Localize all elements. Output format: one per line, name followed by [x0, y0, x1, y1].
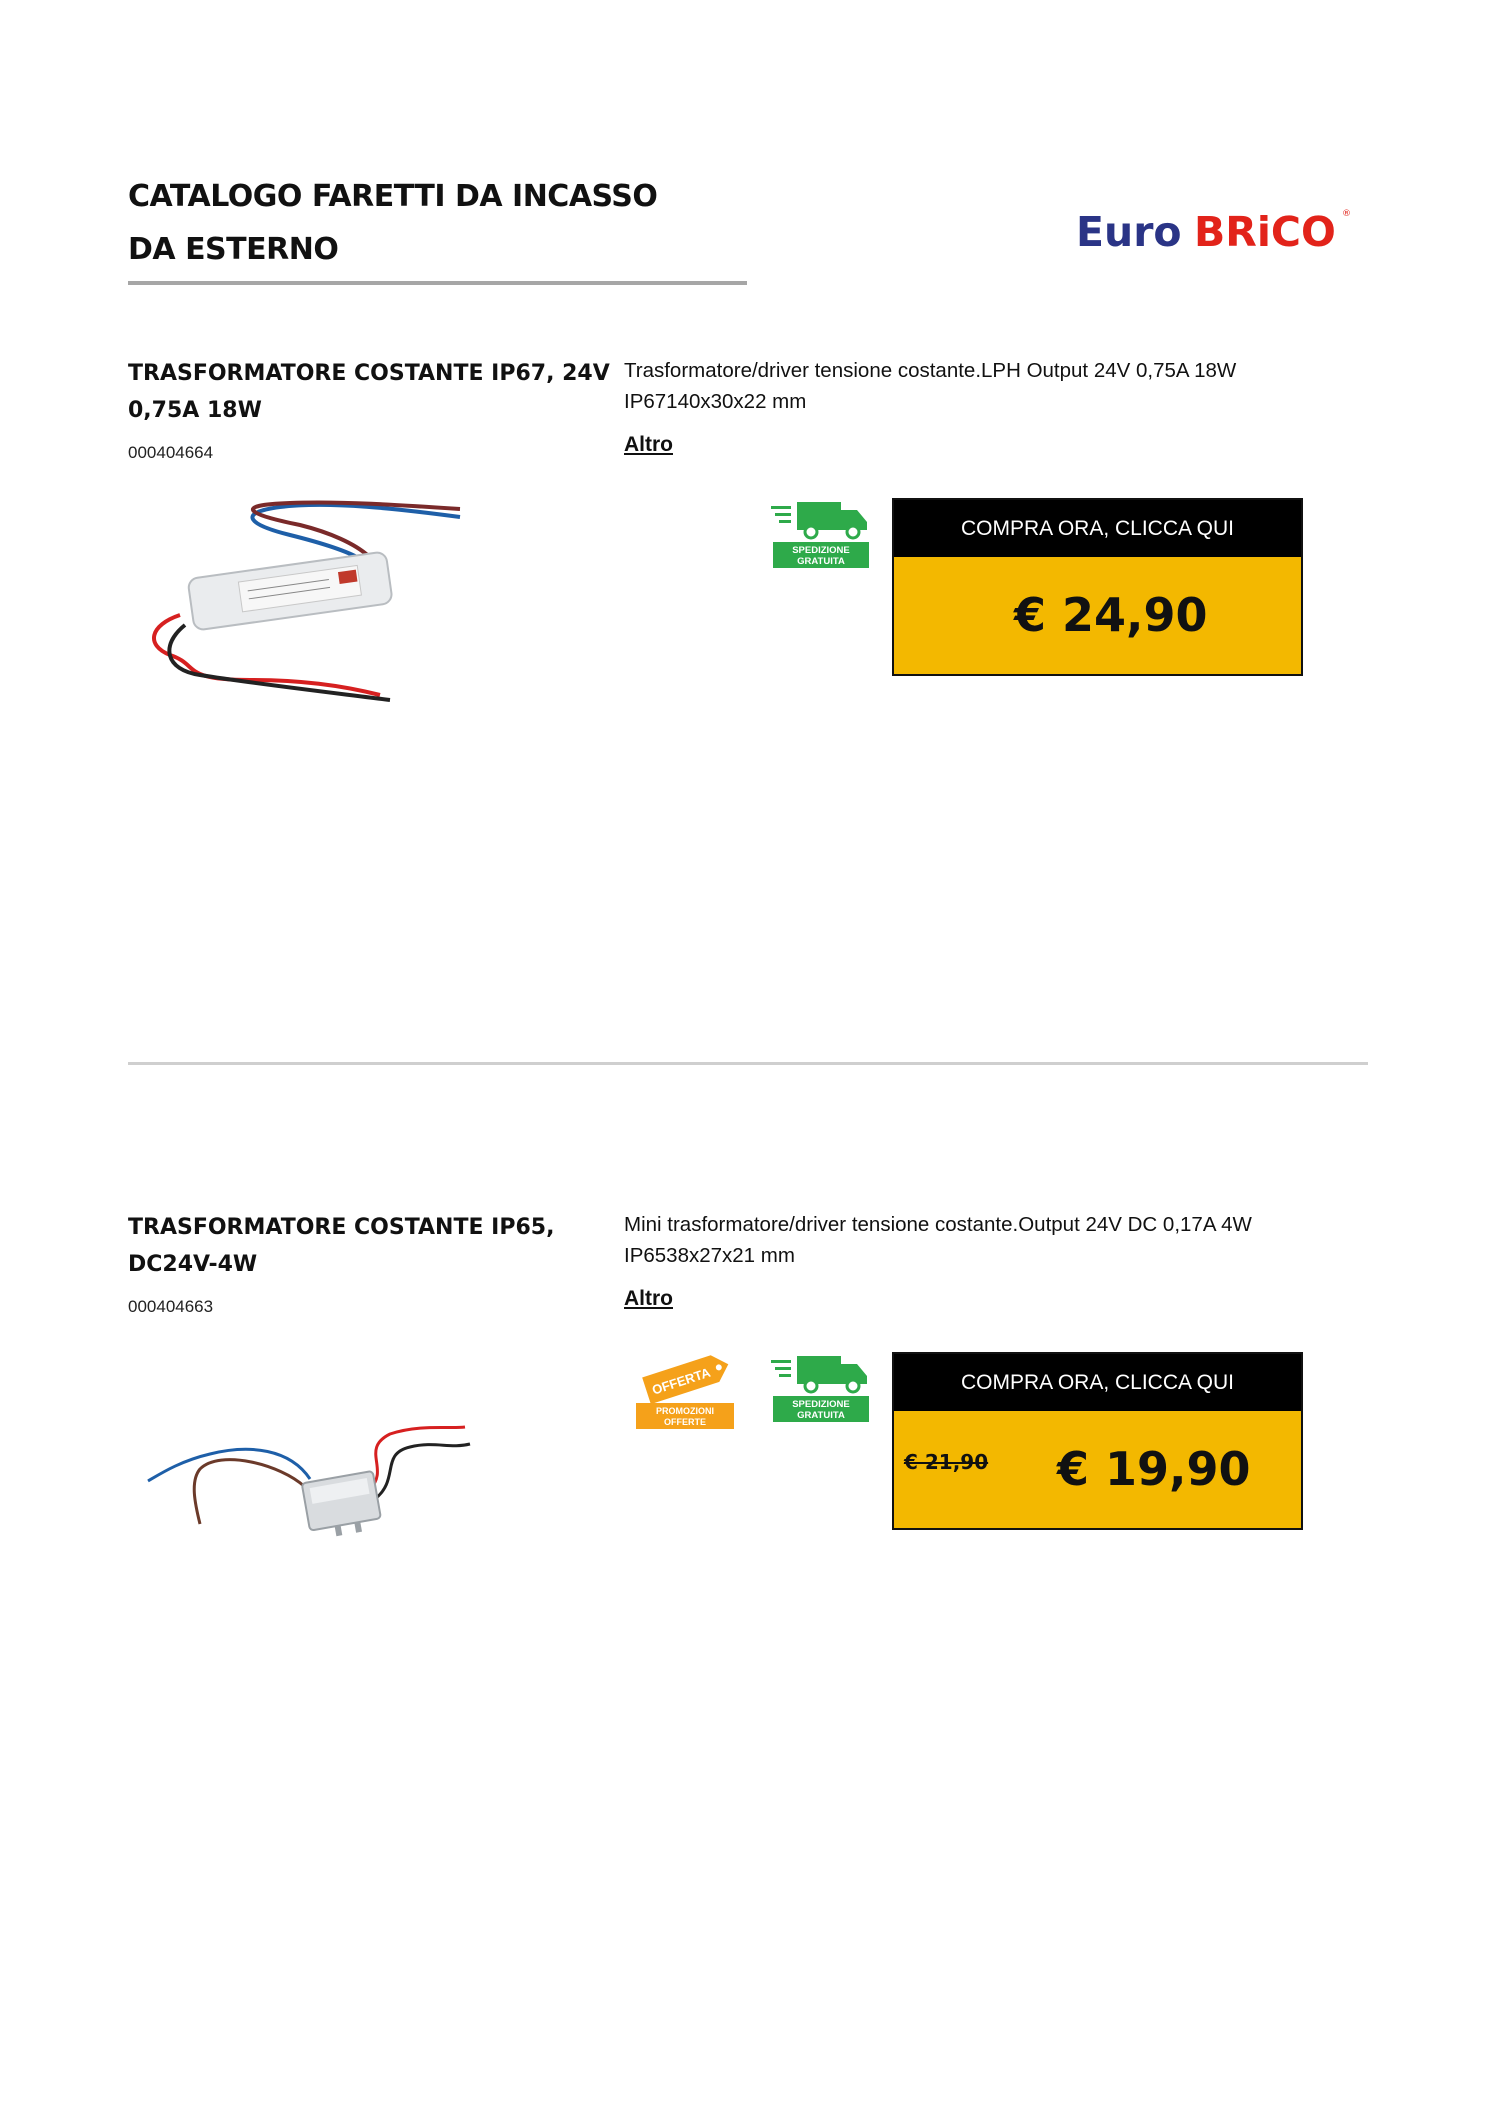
- logo-text-euro: Euro: [1076, 208, 1182, 256]
- badge-text: GRATUITA: [797, 1410, 845, 1421]
- free-shipping-badge: [767, 1352, 871, 1424]
- badge-text: PROMOZIONI: [656, 1406, 714, 1416]
- free-shipping-badge: [767, 498, 871, 570]
- product-name: TRASFORMATORE COSTANTE IP67, 24V 0,75A 18W: [128, 361, 610, 423]
- product-price: € 24,90: [1014, 588, 1208, 642]
- buy-now-button[interactable]: [892, 1352, 1303, 1530]
- truck-icon: [771, 502, 867, 538]
- eurobrico-logo[interactable]: [1076, 206, 1352, 256]
- badge-text: SPEDIZIONE: [792, 1399, 850, 1410]
- badge-text: GRATUITA: [797, 556, 845, 567]
- badge-text: OFFERTA: [650, 1364, 713, 1398]
- logo-text-brico: BRiCO: [1194, 208, 1336, 256]
- truck-icon: [771, 1356, 867, 1392]
- product-description: Trasformatore/driver tensione costante.LPH Output 24V 0,75A 18W IP67140x30x22 mm: [624, 359, 1237, 413]
- catalog-title-line1: CATALOGO FARETTI DA INCASSO: [128, 179, 658, 214]
- old-price: € 21,90: [904, 1450, 989, 1474]
- buy-now-button[interactable]: [892, 498, 1303, 676]
- catalog-title: [128, 170, 768, 276]
- section-divider: [128, 1062, 1368, 1065]
- product-description: Mini trasformatore/driver tensione costante.Output 24V DC 0,17A 4W IP6538x27x21 mm: [624, 1213, 1252, 1267]
- catalog-title-line2: DA ESTERNO: [128, 232, 339, 267]
- product-code: 000404663: [128, 1297, 214, 1316]
- badge-text: SPEDIZIONE: [792, 545, 850, 556]
- product-photo-driver-18w: [140, 495, 490, 710]
- buy-now-label: COMPRA ORA, CLICCA QUI: [894, 1354, 1301, 1411]
- product-name: TRASFORMATORE COSTANTE IP65, DC24V-4W: [128, 1215, 555, 1277]
- promo-offer-badge: [634, 1351, 736, 1431]
- title-divider: [128, 281, 747, 285]
- product-price: € 19,90: [1057, 1442, 1251, 1496]
- more-link[interactable]: Altro: [624, 1287, 673, 1310]
- logo-registered-mark: ®: [1342, 209, 1351, 219]
- badge-text: OFFERTE: [664, 1417, 706, 1427]
- offer-tag-icon: [642, 1351, 732, 1404]
- buy-now-label: COMPRA ORA, CLICCA QUI: [894, 500, 1301, 557]
- product-code: 000404664: [128, 443, 214, 462]
- more-link[interactable]: Altro: [624, 433, 673, 456]
- product-photo-driver-4w: [140, 1409, 480, 1549]
